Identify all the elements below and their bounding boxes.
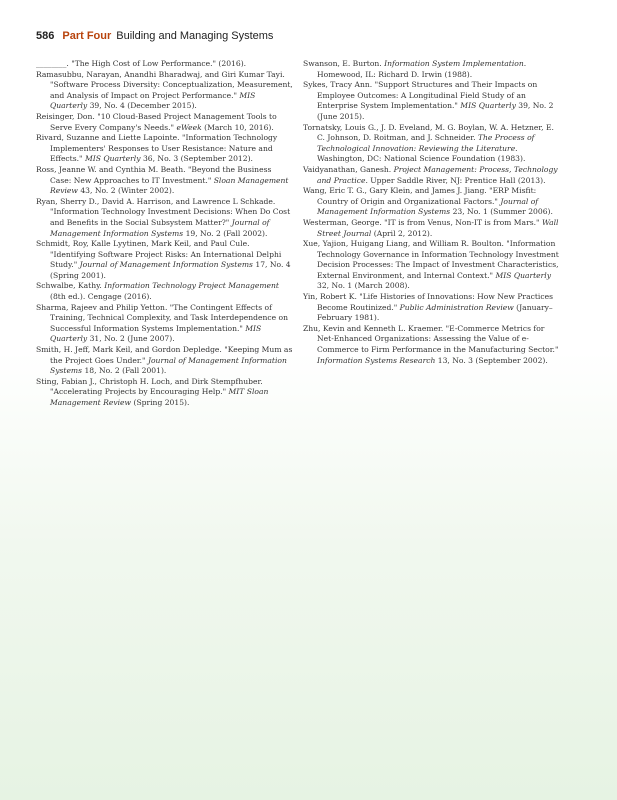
part-label: Part Four xyxy=(62,30,112,42)
reference-entry: Wang, Eric T. G., Gary Klein, and James J. Jiang. "ERP Misfit: Country of Origin and Organizational Factors." Journal of Management Information Systems 23, No. 1 (Summer 2006). xyxy=(303,186,553,217)
reference-entry: Schmidt, Roy, Kalle Lyytinen, Mark Keil, and Paul Cule. "Identifying Software Project Risks: An International Delphi Study." Journal of Management Information Systems 17, No. 4 (Spring 2001). xyxy=(36,239,291,280)
references-right-column xyxy=(303,59,560,366)
reference-entry: Sharma, Rajeev and Philip Yetton. "The Contingent Effects of Training, Technical Complexity, and Task Interdependence on Successful Information Systems Implementation." MIS Quarterly 31, No. 2 (June 2007). xyxy=(36,302,288,344)
reference-entry: Vaidyanathan, Ganesh. Project Management: Process, Technology and Practice. Upper Saddle River, NJ: Prentice Hall (2013). xyxy=(303,164,558,185)
reference-entry: Tornatsky, Louis G., J. D. Eveland, M. G. Boylan, W. A. Hetzner, E. C. Johnson, D. Roitman, and J. Schneider. The Process of Technological Innovation: Reviewing the Literature. Washington, DC: National Science Foundation (1983). xyxy=(303,122,554,164)
reference-entry: Ramasubbu, Narayan, Anandhi Bharadwaj, and Giri Kumar Tayi. "Software Process Diversity: Conceptualization, Measurement, and Analysis of Impact on Project Performance." MIS Quarterly 39, No. 4 (December 2015). xyxy=(36,69,293,111)
reference-entry: Xue, Yajion, Huigang Liang, and William R. Boulton. "Information Technology Governance in Information Technology Investment Decision Processes: The Impact of Investment Characteristics, External Environment, and Internal Context." MIS Quarterly 32, No. 1 (March 2008). xyxy=(303,239,559,291)
reference-entry: Yin, Robert K. "Life Histories of Innovations: How New Practices Become Routinized." Public Administration Review (January–February 1981). xyxy=(303,292,553,323)
page-number: 586 xyxy=(36,30,55,42)
reference-entry: ________. "The High Cost of Low Performance." (2016). xyxy=(36,59,247,68)
reference-entry: Sting, Fabian J., Christoph H. Loch, and Dirk Stempfhuber. "Accelerating Projects by Encouraging Help." MIT Sloan Management Review (Spring 2015). xyxy=(36,376,269,407)
reference-entry: Sykes, Tracy Ann. "Support Structures and Their Impacts on Employee Outcomes: A Longitudinal Field Study of an Enterprise System Implementation." MIS Quarterly 39, No. 2 (June 2015). xyxy=(303,80,554,121)
reference-entry: Westerman, George. "IT is from Venus, Non-IT is from Mars." Wall Street Journal (April 2, 2012). xyxy=(303,217,559,238)
reference-entry: Swanson, E. Burton. Information System Implementation. Homewood, IL: Richard D. Irwin (1988). xyxy=(303,59,527,79)
section-title: Building and Managing Systems xyxy=(116,30,274,42)
reference-entry: Ross, Jeanne W. and Cynthia M. Beath. "Beyond the Business Case: New Approaches to IT Investment." Sloan Management Review 43, No. 2 (Winter 2002). xyxy=(36,164,289,196)
reference-entry: Smith, H. Jeff, Mark Keil, and Gordon Depledge. "Keeping Mum as the Project Goes Under." Journal of Management Information Systems 18, No. 2 (Fall 2001). xyxy=(36,345,293,376)
reference-entry: Zhu, Kevin and Kenneth L. Kraemer. "E-Commerce Metrics for Net-Enhanced Organizations: Assessing the Value of e-Commerce to Firm Performance in the Manufacturing Sector." Information Systems Research 13, No. 3 (September 2002). xyxy=(303,323,559,365)
references-left-column xyxy=(36,59,293,409)
reference-entry: Rivard, Suzanne and Liette Lapointe. "Information Technology Implementers' Responses to User Resistance: Nature and Effects." MIS Quarterly 36, No. 3 (September 2012). xyxy=(36,133,278,164)
reference-entry: Schwalbe, Kathy. Information Technology Project Management (8th ed.). Cengage (2016). xyxy=(36,281,279,302)
reference-entry: Ryan, Sherry D., David A. Harrison, and Lawrence L Schkade. "Information Technology Investment Decisions: When Do Cost and Benefits in the Social Subsystem Matter?" Journal of Management Information Systems 19, No. 2 (Fall 2002). xyxy=(36,196,291,238)
reference-entry: Reisinger, Don. "10 Cloud-Based Project Management Tools to Serve Every Company's Needs." eWeek (March 10, 2016). xyxy=(36,111,277,132)
running-header xyxy=(36,30,273,42)
